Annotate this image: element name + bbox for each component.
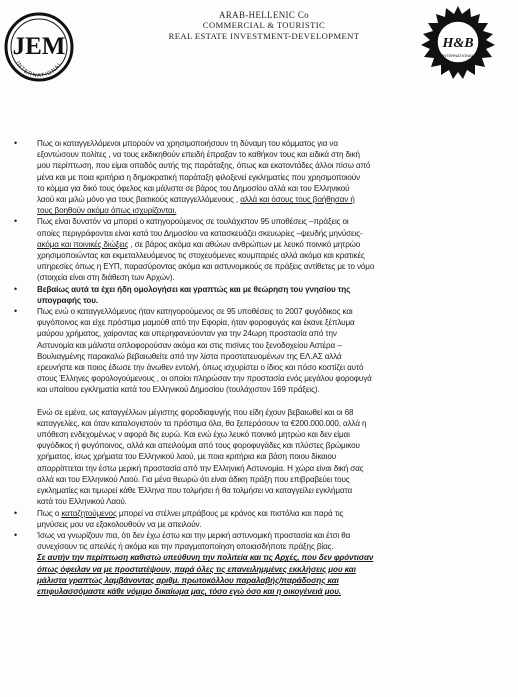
emphasized-text: Σε αυτήν την περίπτωση καθιστώ υπεύθυνη την πολιτεία και τις Αρχές, που δεν φρόντισαν bbox=[37, 553, 374, 563]
underlined-text: ακόμα και ποινικές διώξεις bbox=[37, 239, 129, 249]
bullet-icon: • bbox=[14, 138, 18, 148]
underlined-text: καταζητούμενος bbox=[61, 508, 117, 518]
paragraph-7: • Ίσως να γνωρίζουν πια, ότι δεν έχω έστω και την μερική αστυνομική προστασία και έτσι θα συνεχίσουν τις απειλές ή ακόμα και την πραγματοποίηση οποιασδήποτε πράξης βίας. Σε αυτήν την περίπτωση καθιστώ υπεύθυνη την πολιτεία και τις Αρχές, που δεν φρόντισαν όπως όφειλαν να με προστατέψουν, παρά όλες τις επανειλημμένες εκκλήσεις μου και μάλιστα γραπτώς λαμβάνοντας αριθμ. πρωτοκόλλου παραλαβής/παράδοσης και επιφυλασσόμαστε κάθε νόμιμο δικαίωμα μας, τόσο εγώ όσο και η οικογένειά μου. bbox=[14, 530, 506, 597]
hb-logo-text: H&B bbox=[442, 36, 474, 51]
company-name-line: ARAB-HELLENIC Co bbox=[219, 10, 309, 20]
bullet-icon: • bbox=[14, 306, 18, 317]
underlined-text: αλλά και όσους τους βοήθησαν ή bbox=[240, 195, 355, 205]
paragraph-3: • Βεβαίως αυτά τα έχει ήδη ομολογήσει και γραπτώς και με θεώρηση του γνησίου της υπογραφής του. bbox=[14, 283, 351, 305]
jem-logo-text: JEM bbox=[12, 33, 66, 60]
bullet-icon: • bbox=[14, 507, 18, 518]
hb-logo-ring-text: INTERNATIONAL bbox=[442, 53, 474, 58]
jem-logo-ring-text: INTERNATIONAL bbox=[14, 60, 64, 80]
company-name-line: COMMERCIAL & TOURISTIC bbox=[202, 20, 326, 31]
bullet-icon: • bbox=[14, 216, 18, 227]
bullet-icon: • bbox=[14, 283, 18, 294]
emphasized-text: όπως όφειλαν να με προστατέψουν, παρά όλες τις επανειλημμένες εκκλήσεις μου και bbox=[37, 564, 356, 574]
emphasized-text: επιφυλασσόμαστε κάθε νόμιμο δικαίωμα μας, τόσο εγώ όσο και η οικογένειά μου. bbox=[37, 586, 342, 596]
paragraph-4: • Πως ενώ ο καταγγελλόμενος ήταν κατηγορούμενος σε 95 υποθέσεις το 2007 φυγόδικος και φυγόποινος και είχε πρόστιμα μαμούθ από την Εφορία, ήταν φοροφυγάς και έκανε ξέπλυμα μαύρου χρήματος, χαίροντας και υπερηφανεύονταν για την 24ωρη προστασία από την Αστυνομία και μάλιστα οπλοφορούσαν ακόμα και στις πισίνες του ξενοδοχείου Αστέρα – Βουλιαγμένης παρακαλώ βεβαιωθείτε από την λίστα προστατευομένων της ΕΛ.ΑΣ αλλά ερευνήστε και ποιος έδωσε την άνωθεν εντολή, όπως ισχυρίστει ο ίδιος και πόσο κοστίζει αυτό στους Έλληνες φορολογούμενους , οι οποίοι πληρώσαν την προστασία ενός μεγάλου φοροφυγά και υπαίτιου εγκληματία κατά του Ελληνικού Δημοσίου (τουλάχιστον 169 πράξεις). bbox=[14, 306, 372, 395]
company-name-line: REAL ESTATE INVESTMENT-DEVELOPMENT bbox=[168, 30, 360, 41]
underlined-text: τους βοηθούν ακόμα όπως ισχυρίζονται. bbox=[37, 206, 177, 216]
bullet-icon: • bbox=[14, 529, 18, 540]
company-header bbox=[150, 10, 378, 41]
hb-logo bbox=[418, 2, 498, 82]
document-body bbox=[14, 138, 506, 597]
emphasized-text: μάλιστα γραπτώς λαμβάνοντας αριθμ. πρωτοκόλλου παραλαβής/παράδοσης και bbox=[37, 575, 339, 585]
jem-logo bbox=[4, 4, 74, 90]
paragraph-5: Ενώ σε εμένα, ως καταγγέλλων μέγιστης φοροδιαφυγής που είδη έχουν βεβαιωθεί και οι 68 καταγγελίες, και όταν καταλογιστούν τα πρόστιμα όλα, θα ξεπεράσουν τα €200.000.000, αλλά η υπόθεση ενδεχομένως ν αφορά δις ευρώ. Και ενώ έχω λευκό ποινικό μητρώο και δεν είμαι φυγόδικος ή φυγόποινος, αλλά και απειλούμαι από τους φοροφυγάδες και πλύστες βρώμικου χρήματος, ίσως χρήματα του Ελληνικού λαού, με ποια κριτήρια και βάση ποιου δίκαιου απορρίπτεται την έστω μερική προστασία από την Ελληνική Αστυνομία. Η χώρα είναι δική σας αλλά και του Ελληνικού Λαού. Για μένα θεωρώ ότι είναι άδικη πράξη που επιβραβεύει τους εγκληματίες και τιμωρεί κάθε Έλληνα που τολμήσει ή θα τολμήσει να καταγγείλει εγκλήματα κατά του Ελληνικού Λαού. bbox=[37, 407, 367, 507]
paragraph-2: • Πως είναι δυνατόν να μπορεί ο κατηγορούμενος σε τουλάχιστον 95 υποθέσεις –πράξεις οι οποίες περιγράφονται είναι κατά του Δημοσίου να κατασκευάζει σκευωρίες –ψευδής μηνύσεις- ακόμα και ποινικές διώξεις , σε βάρος ακόμα και αθώων ανθρώπων με λευκό ποινικό μητρώο χρησιμοποιώντας και εκμεταλλευόμενος τις στοχευόμενες κουμπαριές αλλά ακόμα και κρατικές υπηρεσίες όπως η ΕΥΠ, παρασύροντας ακόμα και αστυνομικούς σε πράξεις αντίθετες με το νόμο (στοιχεία είναι στη διάθεση των Αρχών). bbox=[14, 216, 375, 283]
paragraph-6: • Πως ο καταζητούμενος μπορεί να στέλνει μπράβους με κράνος και πιστόλια και παρά τις μηνύσεις μου να εξακολουθούν να με απειλούν. bbox=[14, 507, 344, 529]
paragraph-1: • Πως οι καταγγελλόμενοι μπορούν να χρησιμοποιήσουν τη δύναμη του κόμματος για να εξοντώσουν πολίτες , να τους εκδικηθούν επειδή έπραξαν το καθήκον τους και ειδικά στη δική μου περίπτωση, που είμαι οπαδός αυτής της παράταξης, όπως και εκατοντάδες άλλοι πίσω από μένα και με ποια κριτήρια η δημοκρατική παράταξη φιλοξενεί εγκληματίες που χρησιμοποιούν το κόμμα για δικό τους όφελος και μάλιστα σε βάρος του Δημοσίου αλλά και του Ελληνικού λαού και μιλώ μόνο για τους βασικούς καταγγελλόμενους , αλλά και όσους τους βοήθησαν ή τους βοηθούν ακόμα όπως ισχυρίζονται. bbox=[14, 138, 506, 216]
